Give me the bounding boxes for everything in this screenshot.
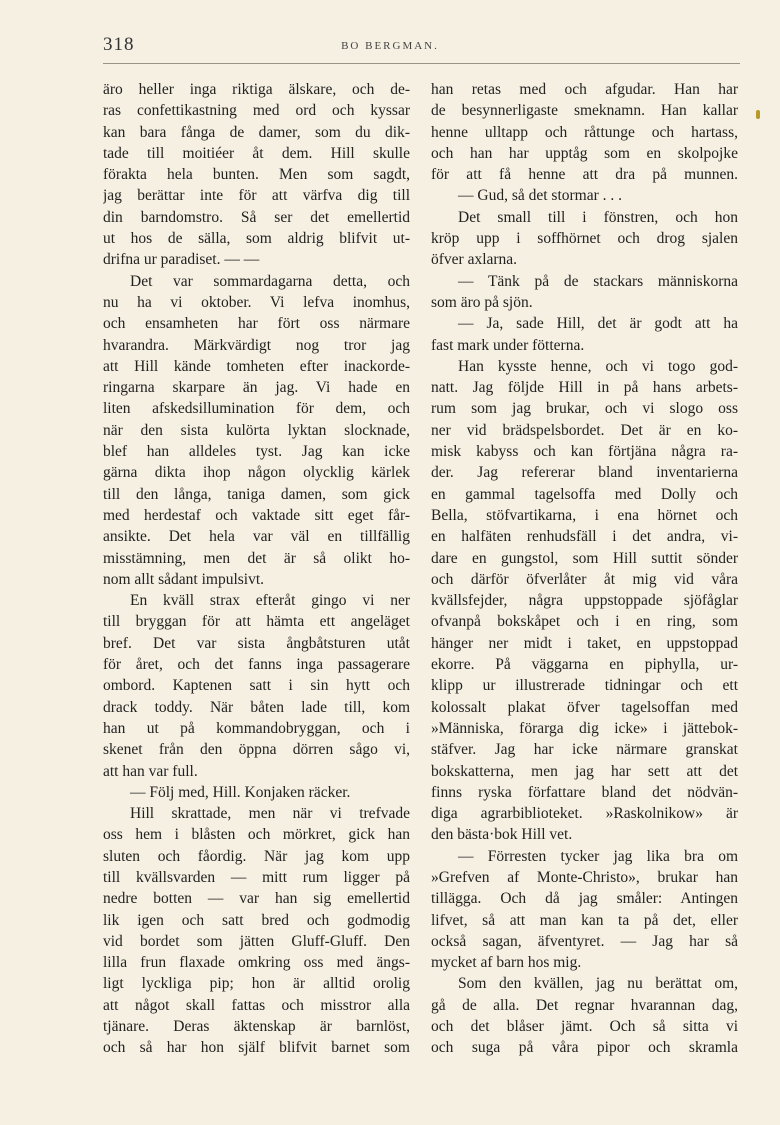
text-line: till den långa, taniga damen, som gick — [103, 485, 410, 503]
text-line: ligt lyckliga pip; hon är alltid orolig — [103, 975, 410, 993]
text-line: sluten och fåordig. När jag kom upp — [103, 847, 410, 865]
text-line: och suga på våra pipor och skramla — [431, 1039, 738, 1057]
text-line: — Följ med, Hill. Konjaken räcker. — [130, 783, 351, 801]
text-line: skenet från den öppna dörren sågo vi, — [103, 741, 410, 759]
text-line: misstämning, men det är så olikt ho- — [103, 549, 410, 567]
text-line: bokskatterna, men jag har sett att det — [431, 762, 738, 780]
text-line: ut hos de sälla, som aldrig blifvit ut- — [103, 230, 410, 248]
text-line: Bella, stöfvartikarna, i ena hörnet och — [431, 506, 738, 524]
text-line: gärna dikta ihop någon olycklig kärlek — [103, 464, 410, 482]
text-line: för året, och det fanns inga passagerare — [103, 656, 410, 674]
text-line: ombord. Kaptenen satt i sin hytt och — [103, 677, 410, 695]
text-line: och det blåser jämt. Och så sitta vi — [431, 1018, 738, 1036]
text-line: Det small till i fönstren, och hon — [458, 208, 738, 226]
text-line: bref. Det var sista ångbåtsturen utåt — [103, 634, 410, 652]
text-line: ansikte. Det hela var väl en tillfällig — [103, 528, 410, 546]
text-line: rum som jag brukar, och vi slogo oss — [431, 400, 738, 418]
margin-marker — [756, 110, 760, 119]
text-line: Han kysste henne, och vi togo god- — [458, 357, 738, 375]
text-line: gå de alla. Det regnar hvarannan dag, — [431, 996, 738, 1014]
text-line: en gammal tagelsoffa med Dolly och — [431, 485, 738, 503]
text-line: att Hill kände tomheten efter inackorde- — [103, 357, 410, 375]
text-line: kröp upp i soffhörnet och drog sjalen — [431, 230, 738, 248]
text-line: henne ulltapp och råttunge och hartass, — [431, 123, 738, 141]
text-line: och så har hon själf blifvit barnet som — [103, 1039, 410, 1057]
text-line: Det var sommardagarna detta, och — [130, 272, 410, 290]
text-line: som äro på sjön. — [431, 293, 533, 311]
text-line: en halfäten renhudsfäll i det andra, vi- — [431, 528, 738, 546]
text-line: din barndomstro. Så ser det emellertid — [103, 208, 410, 226]
text-line: stäfver. Jag har icke närmare granskat — [431, 741, 738, 759]
text-line: nom allt sådant impulsivt. — [103, 570, 265, 588]
text-line: Som den kvällen, jag nu berättat om, — [458, 975, 738, 993]
running-head: BO BERGMAN. — [341, 40, 439, 52]
text-line: han ut på kommandobryggan, och i — [103, 719, 410, 737]
text-line: med herdestaf och vaktade sitt eget får- — [103, 506, 410, 524]
text-line: till kvällsvarden — mitt rum ligger på — [103, 868, 410, 886]
text-line: vid bordet som jätten Gluff-Gluff. Den — [103, 932, 410, 950]
text-line: diga agrarbiblioteket. »Raskolnikow» är — [431, 805, 738, 823]
text-line: blef han alldeles tyst. Jag kan icke — [103, 443, 410, 461]
text-line: till bryggan för att hämta ett angeläget — [103, 613, 410, 631]
text-line: misk kabyss och kan förtjäna några ra- — [431, 443, 738, 461]
text-line: mycket af barn hos mig. — [431, 954, 582, 972]
text-line: — Ja, sade Hill, det är godt att ha — [458, 315, 738, 333]
text-line: hvarandra. Märkvärdigt nog tror jag — [103, 336, 410, 354]
text-line: att han var full. — [103, 762, 198, 780]
text-line: ner vid brädspelsbordet. Det är en ko- — [431, 421, 738, 439]
text-line: — Tänk på de stackars människorna — [458, 272, 738, 290]
text-line: äro heller inga riktiga älskare, och de- — [103, 81, 410, 98]
text-line: klipp ur illustrerade tidningar och ett — [431, 677, 738, 695]
text-line: att något skall fattas och misstror alla — [103, 996, 410, 1014]
text-line: och han har upptåg som en skolpojke — [431, 144, 738, 162]
text-line: och ensamheten har fört oss närmare — [103, 315, 410, 333]
text-line: nedre botten — var han sig emellertid — [103, 890, 410, 908]
text-line: kvällsfejder, några uppstoppade sjöfåglar — [431, 592, 738, 610]
text-line: En kväll strax efteråt gingo vi ner — [130, 592, 410, 610]
text-line: hänger ner midt i taket, en uppstoppad — [431, 634, 738, 652]
text-line: drack toddy. När båten lade till, kom — [103, 698, 410, 716]
text-line: för att få henne att dra på munnen. — [431, 166, 738, 184]
text-line: tjänare. Deras äktenskap är barnlöst, — [103, 1018, 410, 1036]
text-line: liten afskedsillumination för dem, och — [103, 400, 410, 418]
text-line: när den sista kulörta lyktan slocknade, — [103, 421, 410, 439]
text-line: — Förresten tycker jag lika bra om — [458, 847, 738, 865]
text-line: ringarna skarpare än jag. Vi hade en — [103, 379, 410, 397]
text-line: ras confettikastning med ord och kyssar — [103, 102, 410, 120]
text-line: han retas med och afgudar. Han har — [431, 81, 738, 98]
text-line: förakta hela bunten. Men som sagdt, — [103, 166, 410, 184]
text-line: också sagan, äfventyret. — Jag har så — [431, 932, 738, 950]
text-line: drifna ur paradiset. — — — [103, 251, 260, 269]
text-line: den bästa·bok Hill vet. — [431, 826, 573, 844]
text-line: nu ha vi oktober. Vi lefva inomhus, — [103, 293, 410, 311]
text-line: fast mark under fötterna. — [431, 336, 585, 354]
text-line: kolossalt plakat öfver tagelsoffan med — [431, 698, 738, 716]
text-line: de besynnerligaste smeknamn. Han kallar — [431, 102, 738, 120]
text-line: lik igen och satt bred och godmodig — [103, 911, 410, 929]
text-line: lilla frun flaxade omkring oss med ängs- — [103, 954, 410, 972]
text-line: der. Jag refererar bland inventarierna — [431, 464, 738, 482]
text-line: och därför öfverlåter åt mig vid våra — [431, 570, 738, 588]
text-line: — Gud, så det stormar . . . — [458, 187, 623, 205]
text-line: öfver axlarna. — [431, 251, 518, 269]
text-line: natt. Jag följde Hill in på hans arbets- — [431, 379, 738, 397]
text-line: oss hem i blåsten och mörkret, gick han — [103, 826, 410, 844]
page-number: 318 — [103, 34, 135, 55]
text-line: jag berättar inte för att värfva dig till — [103, 187, 410, 205]
text-line: tade till moitiéer åt dem. Hill skulle — [103, 144, 410, 162]
right-column — [431, 79, 738, 1059]
header-rule — [103, 63, 740, 64]
text-line: dare en gungstol, som Hill suttit sönder — [431, 549, 738, 567]
text-line: kan bara fånga de damer, som du dik- — [103, 123, 410, 141]
text-line: ekorre. På väggarna en piphylla, ur- — [431, 656, 738, 674]
text-line: Hill skrattade, men när vi trefvade — [130, 805, 410, 823]
text-line: »Människa, förarga dig icke» i jättebok- — [431, 719, 738, 737]
left-column — [103, 79, 410, 1059]
text-line: tillägga. Och då jag småler: Antingen — [431, 890, 738, 908]
text-line: ofvanpå bokskåpet och i en ring, som — [431, 613, 738, 631]
text-line: »Grefven af Monte-Christo», brukar han — [431, 868, 738, 886]
text-line: lifvet, så att man kan ta på det, eller — [431, 911, 738, 929]
text-line: finns ryska författare bland det nödvän- — [431, 783, 738, 801]
